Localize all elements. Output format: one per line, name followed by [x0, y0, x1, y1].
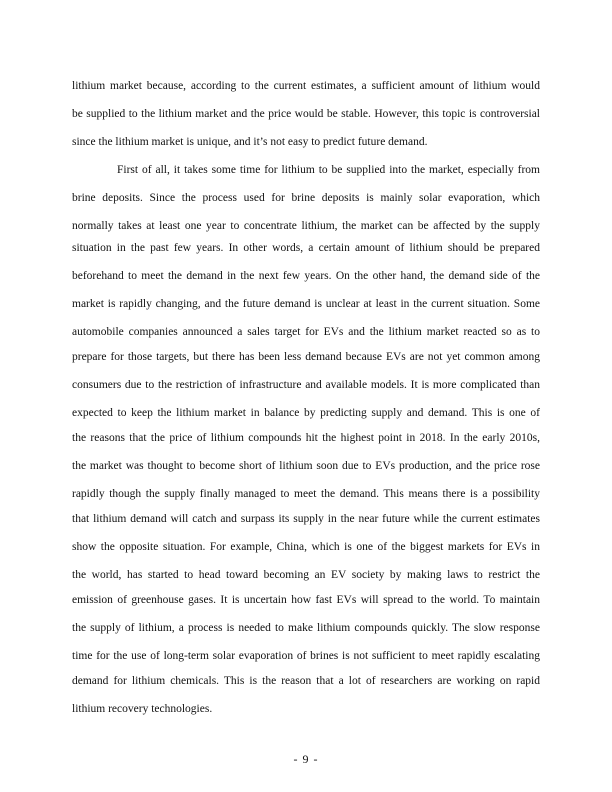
text-line: market is rapidly changing, and the future demand is unclear at least in the current situation. Some: [72, 298, 540, 310]
text-line: show the opposite situation. For example, China, which is one of the biggest markets for EVs in: [72, 541, 540, 553]
text-line: be supplied to the lithium market and the price would be stable. However, this topic is controversial: [72, 108, 540, 120]
text-line: brine deposits. Since the process used for brine deposits is mainly solar evaporation, which: [72, 192, 540, 204]
text-line: expected to keep the lithium market in balance by predicting supply and demand. This is one of: [72, 407, 540, 419]
text-line: automobile companies announced a sales target for EVs and the lithium market reacted so as to: [72, 326, 540, 338]
text-line: the world, has started to head toward becoming an EV society by making laws to restrict the: [72, 569, 540, 581]
text-line: the supply of lithium, a process is needed to make lithium compounds quickly. The slow response: [72, 622, 540, 634]
text-line: the market was thought to become short of lithium soon due to EVs production, and the price rose: [72, 460, 540, 472]
text-line: beforehand to meet the demand in the next few years. On the other hand, the demand side of the: [72, 270, 540, 282]
text-line: lithium recovery technologies.: [72, 703, 213, 715]
text-line: prepare for those targets, but there has been less demand because EVs are not yet common among: [72, 351, 540, 363]
text-line: normally takes at least one year to concentrate lithium, the market can be affected by the supply: [72, 220, 540, 232]
text-line: rapidly though the supply finally managed to meet the demand. This means there is a possibility: [72, 488, 540, 500]
page-number: - 9 -: [293, 752, 319, 766]
text-line: that lithium demand will catch and surpass its supply in the near future while the current estimates: [72, 513, 540, 525]
text-line: consumers due to the restriction of infrastructure and available models. It is more complicated than: [72, 379, 540, 391]
text-line: First of all, it takes some time for lithium to be supplied into the market, especially from: [117, 164, 540, 176]
text-line: since the lithium market is unique, and it’s not easy to predict future demand.: [72, 136, 428, 148]
text-line: lithium market because, according to the current estimates, a sufficient amount of lithium would: [72, 80, 540, 92]
text-line: emission of greenhouse gases. It is uncertain how fast EVs will spread to the world. To maintain: [72, 594, 540, 606]
text-line: demand for lithium chemicals. This is the reason that a lot of researchers are working on rapid: [72, 675, 540, 687]
text-line: situation in the past few years. In other words, a certain amount of lithium should be prepared: [72, 242, 540, 254]
text-line: time for the use of long-term solar evaporation of brines is not sufficient to meet rapidly escalating: [72, 650, 540, 662]
text-line: the reasons that the price of lithium compounds hit the highest point in 2018. In the early 2010s,: [72, 432, 540, 444]
